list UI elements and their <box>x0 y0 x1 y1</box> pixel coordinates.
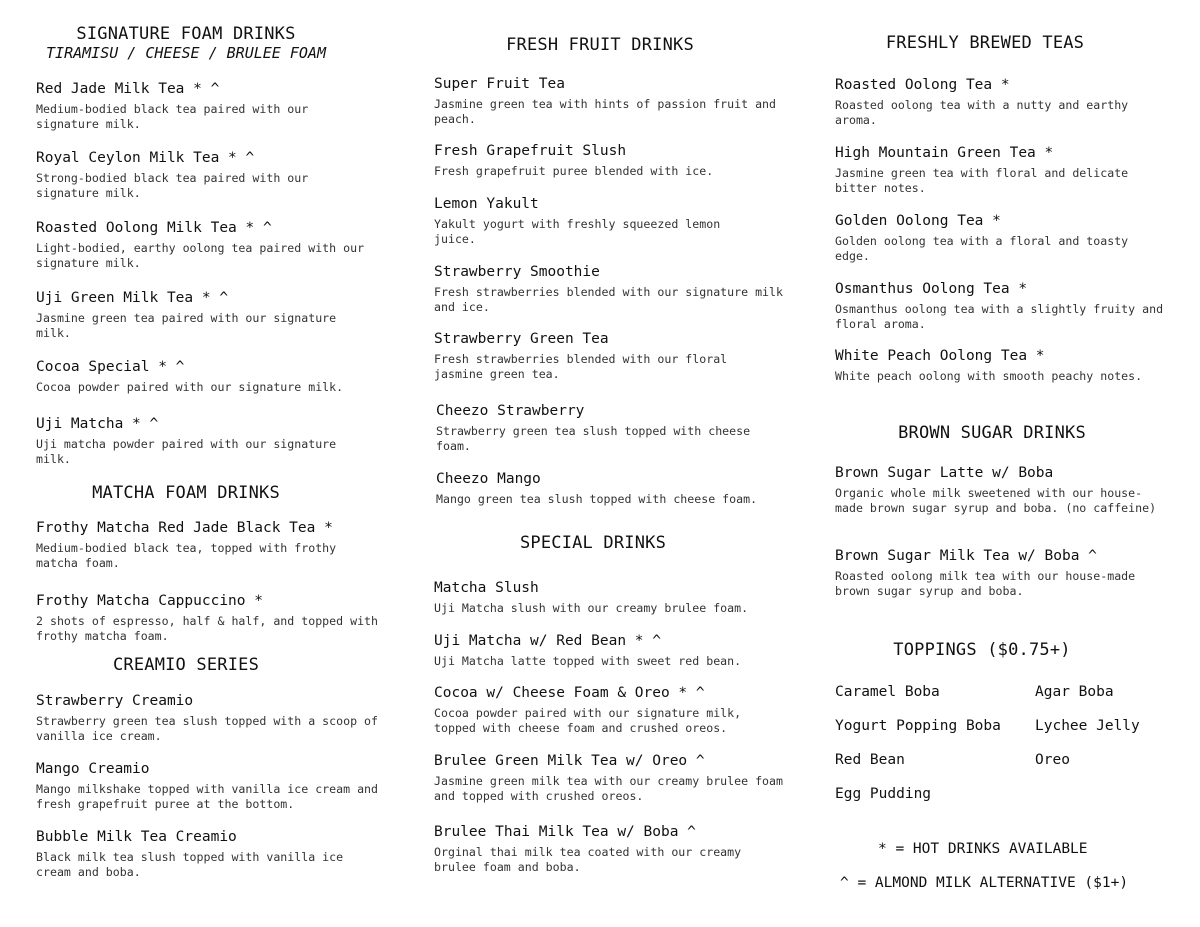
menu-item-name: Super Fruit Tea <box>434 76 565 92</box>
menu-item <box>434 752 784 804</box>
section-title-signature-foam: SIGNATURE FOAM DRINKS <box>76 24 296 44</box>
menu-item-desc: Strawberry green tea slush topped with a scoop of vanilla ice cream. <box>36 714 379 743</box>
menu-item-desc: Fresh strawberries blended with our floral jasmine green tea. <box>434 352 728 381</box>
section-title-creamio: CREAMIO SERIES <box>112 655 260 675</box>
section-title-toppings: TOPPINGS ($0.75+) <box>893 640 1071 660</box>
menu-item-name: Golden Oolong Tea * <box>835 213 1001 229</box>
menu-item <box>36 760 381 812</box>
menu-item-name: Fresh Grapefruit Slush <box>434 143 627 159</box>
section-title-special: SPECIAL DRINKS <box>519 533 667 553</box>
section-title-brown-sugar: BROWN SUGAR DRINKS <box>898 423 1086 443</box>
menu-item <box>835 212 1165 264</box>
menu-item <box>434 263 784 315</box>
menu-item <box>434 823 779 875</box>
menu-item <box>835 280 1165 332</box>
menu-item-desc: Cocoa powder paired with our signature milk. <box>36 380 344 394</box>
menu-item <box>835 347 1175 384</box>
menu-item <box>434 632 784 669</box>
menu-item <box>835 76 1165 128</box>
menu-item-desc: Jasmine green tea paired with our signature milk. <box>36 311 337 340</box>
menu-item-name: White Peach Oolong Tea * <box>835 348 1045 364</box>
menu-item-desc: Fresh grapefruit puree blended with ice. <box>434 164 714 178</box>
menu-item-desc: Black milk tea slush topped with vanilla ice cream and boba. <box>36 850 344 879</box>
menu-item <box>434 330 764 382</box>
menu-item-desc: Mango milkshake topped with vanilla ice cream and fresh grapefruit puree at the bottom. <box>36 782 379 811</box>
menu-item <box>36 219 376 271</box>
menu-item-desc: Jasmine green tea with floral and delicate bitter notes. <box>835 166 1129 195</box>
menu-item-desc: Cocoa powder paired with our signature milk, topped with cheese foam and crushed oreos. <box>434 706 742 735</box>
menu-item <box>36 519 376 571</box>
section-title-fresh-fruit: FRESH FRUIT DRINKS <box>506 35 694 55</box>
menu-item-name: Royal Ceylon Milk Tea * ^ <box>36 150 255 166</box>
menu-item-desc: Medium-bodied black tea paired with our signature milk. <box>36 102 309 131</box>
menu-item-desc: Strawberry green tea slush topped with cheese foam. <box>436 424 751 453</box>
menu-item-desc: 2 shots of espresso, half & half, and topped with frothy matcha foam. <box>36 614 379 643</box>
menu-item-name: Cocoa w/ Cheese Foam & Oreo * ^ <box>434 685 705 701</box>
menu-item <box>436 470 796 507</box>
topping-item: Caramel Boba <box>835 684 940 700</box>
menu-item <box>36 149 346 201</box>
menu-item-name: Frothy Matcha Cappuccino * <box>36 593 263 609</box>
menu-item <box>36 692 391 744</box>
menu-item-name: Cheezo Mango <box>436 471 541 487</box>
menu-item-name: Cocoa Special * ^ <box>36 359 185 375</box>
menu-item-name: Brown Sugar Milk Tea w/ Boba ^ <box>835 548 1097 564</box>
menu-item-name: Strawberry Smoothie <box>434 264 600 280</box>
menu-item <box>36 80 376 132</box>
menu-item-name: Bubble Milk Tea Creamio <box>36 829 237 845</box>
menu-item-desc: Jasmine green milk tea with our creamy brulee foam and topped with crushed oreos. <box>434 774 784 803</box>
menu-item <box>434 684 779 736</box>
menu-item <box>434 75 784 127</box>
section-title-matcha-foam: MATCHA FOAM DRINKS <box>92 483 280 503</box>
menu-item-desc: Strong-bodied black tea paired with our signature milk. <box>36 171 309 200</box>
menu-item-name: Matcha Slush <box>434 580 539 596</box>
menu-item <box>36 358 386 395</box>
menu-item-desc: Fresh strawberries blended with our signature milk and ice. <box>434 285 784 314</box>
menu-item-name: Uji Green Milk Tea * ^ <box>36 290 229 306</box>
menu-item <box>36 289 376 341</box>
menu-item <box>36 415 376 467</box>
menu-item <box>436 402 786 454</box>
menu-item-desc: Uji Matcha latte topped with sweet red bean. <box>434 654 742 668</box>
menu-item-name: Cheezo Strawberry <box>436 403 585 419</box>
menu-item <box>434 579 784 616</box>
menu-item-name: High Mountain Green Tea * <box>835 145 1054 161</box>
menu-item <box>835 464 1165 516</box>
menu-item <box>434 195 754 247</box>
menu-item-name: Strawberry Green Tea <box>434 331 609 347</box>
legend-hot-drinks: * = HOT DRINKS AVAILABLE <box>878 841 1088 857</box>
section-subtitle-foam-types: TIRAMISU / CHEESE / BRULEE FOAM <box>46 44 326 62</box>
topping-item: Red Bean <box>835 752 905 768</box>
menu-item-name: Strawberry Creamio <box>36 693 194 709</box>
menu-item-name: Mango Creamio <box>36 761 150 777</box>
menu-item-name: Osmanthus Oolong Tea * <box>835 281 1028 297</box>
menu-item-name: Brown Sugar Latte w/ Boba <box>835 465 1054 481</box>
menu-item-desc: Roasted oolong tea with a nutty and earthy aroma. <box>835 98 1129 127</box>
menu-item-name: Roasted Oolong Tea * <box>835 77 1010 93</box>
legend-almond-milk: ^ = ALMOND MILK ALTERNATIVE ($1+) <box>840 875 1129 891</box>
menu-item-desc: Osmanthus oolong tea with a slightly fruity and floral aroma. <box>835 302 1164 331</box>
menu-item-desc: Yakult yogurt with freshly squeezed lemon juice. <box>434 217 721 246</box>
menu-item-desc: Golden oolong tea with a floral and toasty edge. <box>835 234 1129 263</box>
menu-item <box>835 547 1175 599</box>
menu-item-desc: Medium-bodied black tea, topped with frothy matcha foam. <box>36 541 337 570</box>
menu-item-desc: White peach oolong with smooth peachy notes. <box>835 369 1143 383</box>
menu-item <box>36 592 386 644</box>
menu-item <box>434 142 784 179</box>
menu-item-desc: Roasted oolong milk tea with our house-made brown sugar syrup and boba. <box>835 569 1136 598</box>
menu-item-name: Uji Matcha * ^ <box>36 416 159 432</box>
menu-item <box>36 828 376 880</box>
menu-item-desc: Orginal thai milk tea coated with our creamy brulee foam and boba. <box>434 845 742 874</box>
menu-item-name: Brulee Thai Milk Tea w/ Boba ^ <box>434 824 696 840</box>
menu-item-desc: Light-bodied, earthy oolong tea paired with our signature milk. <box>36 241 365 270</box>
menu-item-desc: Mango green tea slush topped with cheese foam. <box>436 492 758 506</box>
menu-item-desc: Organic whole milk sweetened with our house-made brown sugar syrup and boba. (no caffeine) <box>835 486 1157 515</box>
topping-item: Agar Boba <box>1035 684 1114 700</box>
topping-item: Oreo <box>1035 752 1070 768</box>
menu-item-name: Brulee Green Milk Tea w/ Oreo ^ <box>434 753 705 769</box>
menu-item-desc: Jasmine green tea with hints of passion fruit and peach. <box>434 97 777 126</box>
menu-item-name: Frothy Matcha Red Jade Black Tea * <box>36 520 333 536</box>
topping-item: Lychee Jelly <box>1035 718 1140 734</box>
menu-item-name: Roasted Oolong Milk Tea * ^ <box>36 220 272 236</box>
menu-item-name: Lemon Yakult <box>434 196 539 212</box>
menu-item-name: Red Jade Milk Tea * ^ <box>36 81 220 97</box>
topping-item: Yogurt Popping Boba <box>835 718 1001 734</box>
menu-item-desc: Uji Matcha slush with our creamy brulee foam. <box>434 601 749 615</box>
topping-item: Egg Pudding <box>835 786 932 802</box>
section-title-freshly-brewed: FRESHLY BREWED TEAS <box>885 33 1085 53</box>
menu-item <box>835 144 1165 196</box>
menu-item-desc: Uji matcha powder paired with our signature milk. <box>36 437 337 466</box>
menu-item-name: Uji Matcha w/ Red Bean * ^ <box>434 633 661 649</box>
